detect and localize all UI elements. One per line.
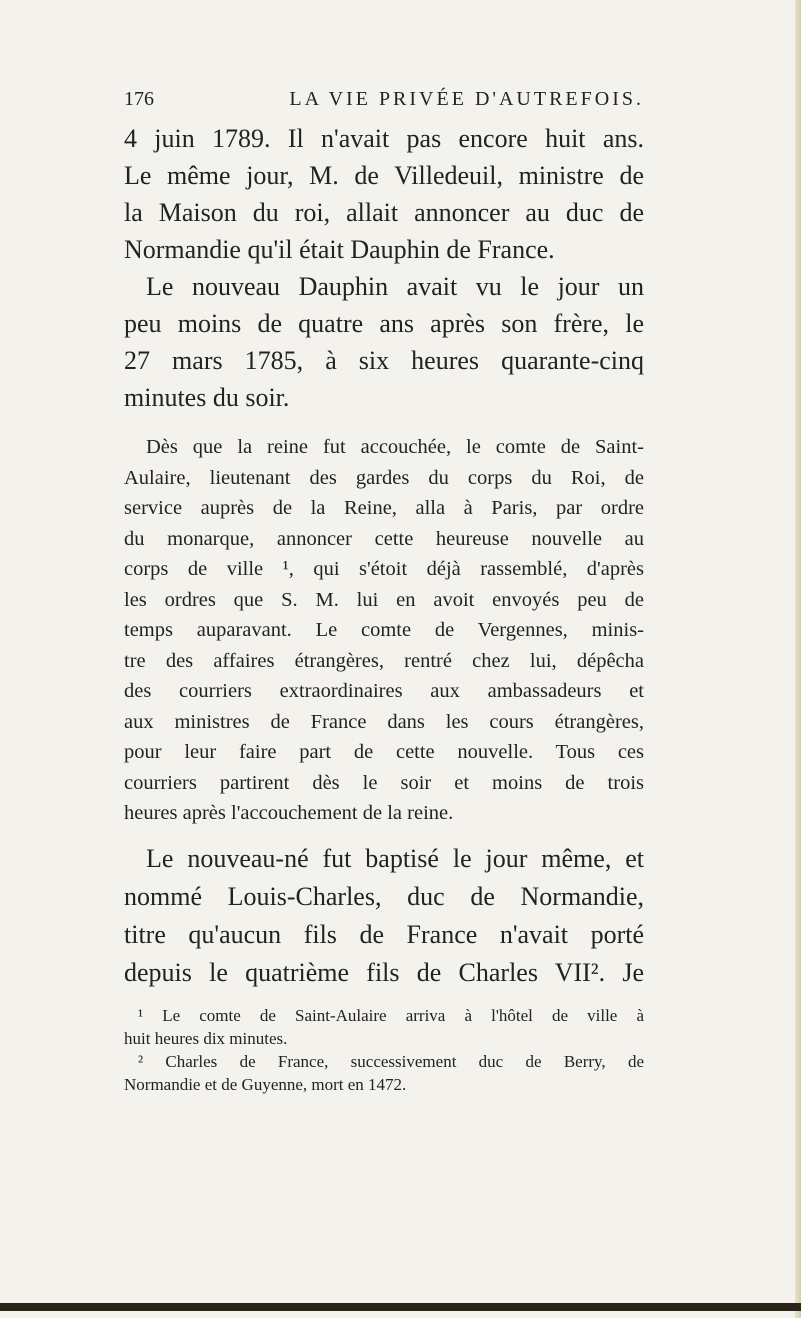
text-line: tre des affaires étrangères, rentré chez lui, dépêcha xyxy=(124,649,644,672)
footnotes xyxy=(124,1004,644,1096)
footnote-line: ¹ Le comte de Saint-Aulaire arriva à l'hôtel de ville à xyxy=(138,1006,644,1025)
page-header xyxy=(124,88,644,111)
quotation-paragraph xyxy=(124,432,644,829)
text-line: Aulaire, lieutenant des gardes du corps du Roi, de xyxy=(124,466,644,489)
text-line: temps auparavant. Le comte de Vergennes, minis- xyxy=(124,619,644,641)
footnote-line: ² Charles de France, successivement duc de Berry, de xyxy=(138,1052,644,1071)
running-title: LA VIE PRIVÉE D'AUTREFOIS. xyxy=(289,88,644,110)
text-line: nommé Louis-Charles, duc de Normandie, xyxy=(124,882,644,911)
text-line: service auprès de la Reine, alla à Paris, par ordre xyxy=(124,497,644,519)
text-line: heures après l'accouchement de la reine. xyxy=(124,802,454,824)
text-line: des courriers extraordinaires aux ambassadeurs et xyxy=(124,680,644,702)
text-line: Le nouveau-né fut baptisé le jour même, et xyxy=(146,844,644,873)
text-line: 4 juin 1789. Il n'avait pas encore huit ans. xyxy=(124,124,644,153)
text-line: Le même jour, M. de Villedeuil, ministre de xyxy=(124,161,644,190)
page-number: 176 xyxy=(124,88,154,110)
footnote-line: huit heures dix minutes. xyxy=(124,1029,288,1048)
text-line: Dès que la reine fut accouchée, le comte de Saint- xyxy=(146,436,644,458)
footnote-line: Normandie et de Guyenne, mort en 1472. xyxy=(124,1075,407,1094)
text-line: titre qu'aucun fils de France n'avait porté xyxy=(124,920,644,949)
text-line: 27 mars 1785, à six heures quarante-cinq xyxy=(124,346,644,375)
text-line: la Maison du roi, allait annoncer au duc de xyxy=(124,198,644,227)
text-line: minutes du soir. xyxy=(124,383,290,412)
text-line: depuis le quatrième fils de Charles VII². Je xyxy=(124,958,644,987)
text-line: les ordres que S. M. lui en avoit envoyés peu de xyxy=(124,588,644,611)
bottom-border xyxy=(0,1303,801,1311)
text-line: aux ministres de France dans les cours étrangères, xyxy=(124,710,644,733)
text-line: du monarque, annoncer cette heureuse nouvelle au xyxy=(124,527,644,550)
text-line: peu moins de quatre ans après son frère, le xyxy=(124,309,644,338)
text-line: pour leur faire part de cette nouvelle. Tous ces xyxy=(124,741,644,763)
paragraph-1 xyxy=(124,120,644,416)
text-line: Normandie qu'il était Dauphin de France. xyxy=(124,235,555,264)
text-line: Le nouveau Dauphin avait vu le jour un xyxy=(146,272,644,301)
paragraph-3 xyxy=(124,840,644,992)
page-edge xyxy=(795,0,801,1318)
text-line: corps de ville ¹, qui s'étoit déjà rassemblé, d'après xyxy=(124,558,644,580)
text-line: courriers partirent dès le soir et moins de trois xyxy=(124,771,644,794)
